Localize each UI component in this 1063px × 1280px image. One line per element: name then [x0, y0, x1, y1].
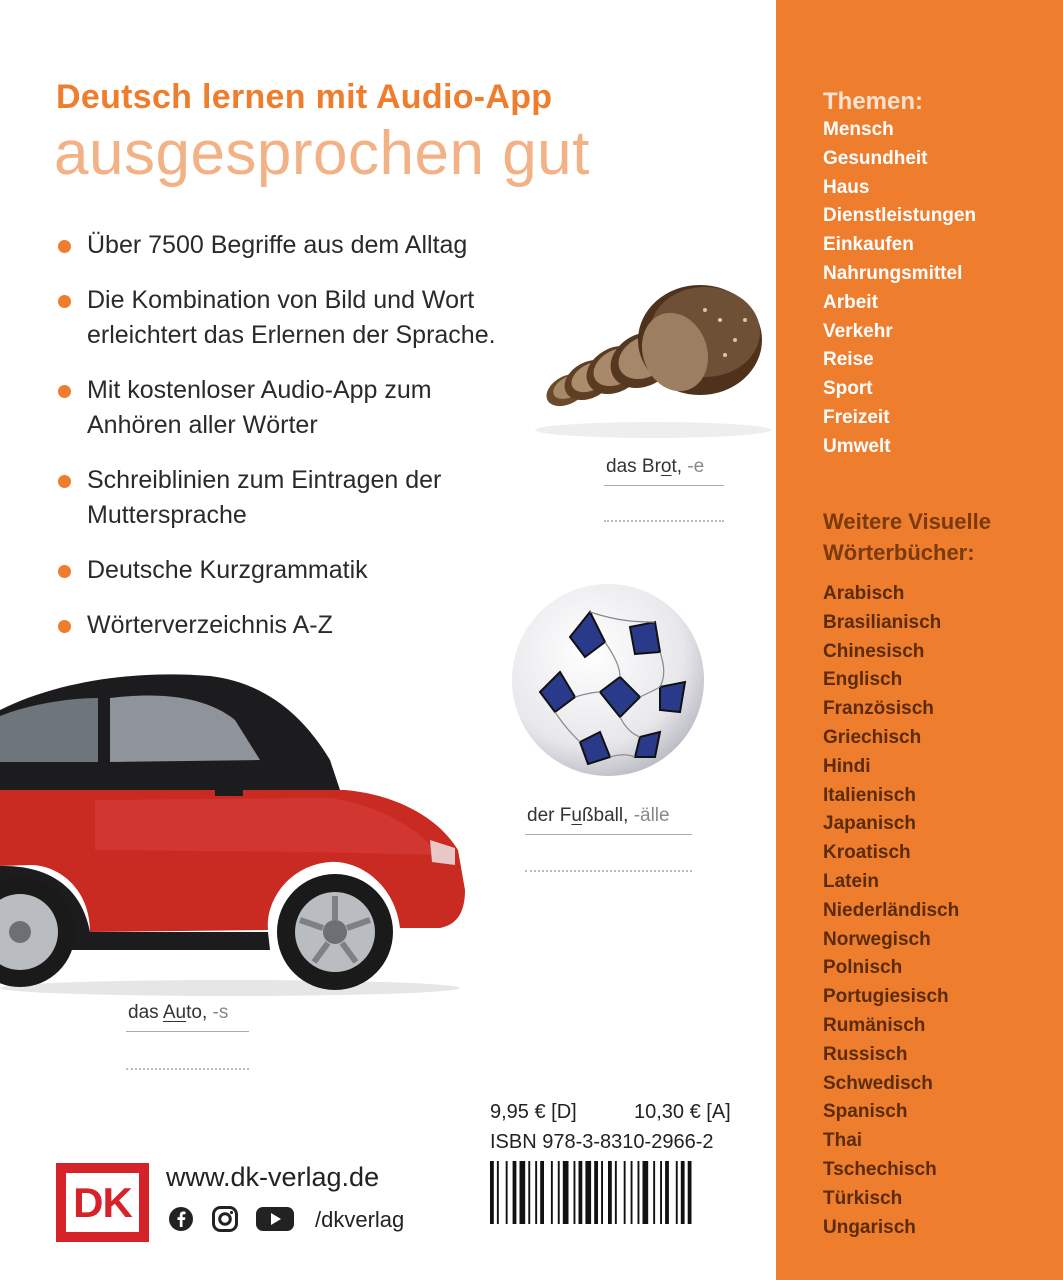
price-austria: 10,30 € [A] — [634, 1101, 731, 1123]
writing-line[interactable] — [126, 1068, 249, 1070]
feature-item: Deutsche Kurzgrammatik — [56, 553, 576, 588]
theme-item: Haus — [823, 176, 870, 198]
car-illustration — [0, 670, 470, 1000]
bread-illustration — [525, 270, 780, 440]
language-item: Russisch — [823, 1043, 908, 1065]
feature-item: Wörterverzeichnis A-Z — [56, 608, 576, 643]
themes-title: Themen: — [823, 88, 924, 115]
language-item: Kroatisch — [823, 842, 911, 864]
bullet-dot-icon — [58, 565, 71, 578]
word-underline — [525, 834, 692, 835]
writing-line[interactable] — [604, 520, 724, 522]
language-item: Schwedisch — [823, 1072, 933, 1094]
languages-list — [823, 580, 959, 1242]
publisher-url[interactable]: www.dk-verlag.de — [166, 1162, 380, 1192]
theme-item: Freizeit — [823, 406, 890, 428]
bullet-dot-icon — [58, 240, 71, 253]
word-label-fussball: der Fußball, -älle — [527, 805, 670, 826]
language-item: Englisch — [823, 669, 903, 691]
feature-item: Schreiblinien zum Eintragen der Muttersprache — [56, 463, 487, 533]
theme-item: Reise — [823, 349, 874, 371]
bullet-dot-icon — [58, 385, 71, 398]
theme-item: Mensch — [823, 119, 894, 140]
bullet-dot-icon — [58, 475, 71, 488]
language-item: Griechisch — [823, 726, 922, 748]
language-item: Japanisch — [823, 813, 916, 835]
more-dictionaries-title: Weitere Visuelle Wörterbücher: — [823, 509, 991, 565]
language-item: Chinesisch — [823, 640, 925, 662]
theme-item: Nahrungsmittel — [823, 262, 963, 284]
word-label-auto: das Auto, -s — [128, 1002, 229, 1023]
feature-item: Mit kostenloser Audio-App zum Anhören aller Wörter — [56, 373, 447, 443]
theme-item: Sport — [823, 378, 873, 400]
language-item: Latein — [823, 870, 879, 892]
language-item: Spanisch — [823, 1101, 908, 1123]
theme-item: Arbeit — [823, 291, 878, 313]
barcode-icon — [490, 1161, 738, 1224]
isbn-number: ISBN 978-3-8310-2966-2 — [490, 1131, 714, 1153]
youtube-icon[interactable] — [256, 1206, 294, 1232]
feature-item: Die Kombination von Bild und Wort erleichtert das Erlernen der Sprache. — [56, 283, 557, 353]
theme-item: Gesundheit — [823, 147, 928, 169]
language-item: Hindi — [823, 755, 871, 777]
price-germany: 9,95 € [D] — [490, 1101, 577, 1123]
themes-list — [823, 116, 976, 462]
instagram-icon[interactable] — [212, 1206, 238, 1232]
language-item: Italienisch — [823, 784, 916, 806]
word-label-brot: das Brot, -e — [606, 456, 705, 477]
language-item: Rumänisch — [823, 1014, 926, 1036]
headline: Deutsch lernen mit Audio-App — [56, 78, 553, 116]
language-item: Polnisch — [823, 957, 903, 979]
language-item: Ungarisch — [823, 1216, 916, 1238]
language-item: Tschechisch — [823, 1158, 937, 1180]
word-underline — [604, 485, 724, 486]
bullet-dot-icon — [58, 620, 71, 633]
feature-list — [56, 228, 576, 663]
football-illustration — [510, 582, 710, 782]
language-item: Arabisch — [823, 583, 905, 604]
theme-item: Dienstleistungen — [823, 205, 977, 227]
social-handle[interactable]: /dkverlag — [315, 1207, 405, 1232]
language-item: Portugiesisch — [823, 986, 949, 1008]
theme-item: Einkaufen — [823, 234, 914, 256]
theme-item: Verkehr — [823, 320, 893, 342]
tagline: ausgesprochen gut — [54, 119, 590, 188]
bullet-dot-icon — [58, 295, 71, 308]
language-item: Türkisch — [823, 1187, 903, 1209]
theme-item: Umwelt — [823, 435, 891, 457]
word-underline — [126, 1031, 249, 1032]
feature-item: Über 7500 Begriffe aus dem Alltag — [56, 228, 576, 263]
language-item: Französisch — [823, 698, 934, 720]
language-item: Thai — [823, 1130, 863, 1152]
facebook-icon[interactable] — [168, 1206, 194, 1232]
dk-logo: DK — [56, 1163, 149, 1242]
language-item: Niederländisch — [823, 899, 960, 921]
language-item: Brasilianisch — [823, 611, 942, 633]
language-item: Norwegisch — [823, 928, 931, 950]
writing-line[interactable] — [525, 870, 692, 872]
